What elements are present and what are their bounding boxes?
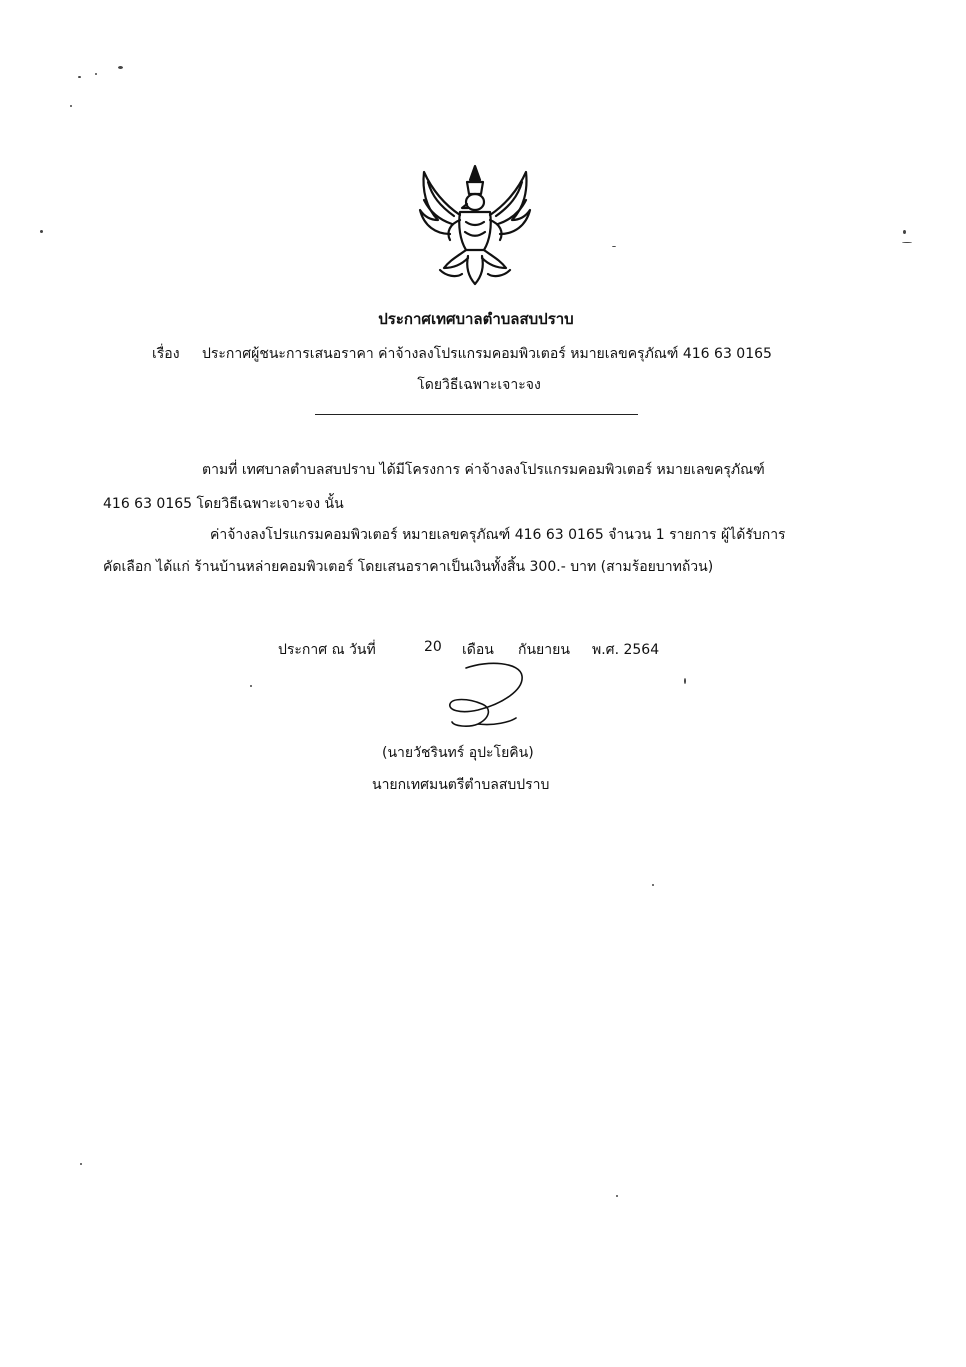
date-month: กันยายน <box>518 642 570 658</box>
date-month-label: เดือน <box>462 642 494 658</box>
signatory-name: (นายวัชรินทร์ อุปะโยคิน) <box>382 745 534 761</box>
subject-label: เรื่อง <box>152 346 180 362</box>
subject-method: โดยวิธีเฉพาะเจาะจง <box>417 377 541 393</box>
paragraph-1-line-1: ตามที่ เทศบาลตำบลสบปราบ ได้มีโครงการ ค่าจ้างลงโปรแกรมคอมพิวเตอร์ หมายเลขครุภัณฑ์ <box>202 462 765 478</box>
header-divider <box>315 414 638 415</box>
garuda-emblem-icon <box>410 160 540 290</box>
signatory-position: นายกเทศมนตรีตำบลสบปราบ <box>372 777 550 793</box>
announcement-title: ประกาศเทศบาลตำบลสบปราบ <box>378 310 574 328</box>
signature-icon <box>438 660 533 735</box>
date-prefix: ประกาศ ณ วันที่ <box>278 642 376 658</box>
date-day: 20 <box>424 639 442 655</box>
date-year: พ.ศ. 2564 <box>592 642 660 658</box>
subject-text: ประกาศผู้ชนะการเสนอราคา ค่าจ้างลงโปรแกรมคอมพิวเตอร์ หมายเลขครุภัณฑ์ 416 63 0165 <box>202 346 772 362</box>
paragraph-2-line-2: คัดเลือก ได้แก่ ร้านบ้านหล่ายคอมพิวเตอร์ โดยเสนอราคาเป็นเงินทั้งสิ้น 300.- บาท (สามร้อยบาทถ้วน) <box>103 559 714 575</box>
paragraph-1-line-2: 416 63 0165 โดยวิธีเฉพาะเจาะจง นั้น <box>103 496 344 512</box>
paragraph-2-line-1: ค่าจ้างลงโปรแกรมคอมพิวเตอร์ หมายเลขครุภัณฑ์ 416 63 0165 จำนวน 1 รายการ ผู้ได้รับการ <box>210 527 786 543</box>
